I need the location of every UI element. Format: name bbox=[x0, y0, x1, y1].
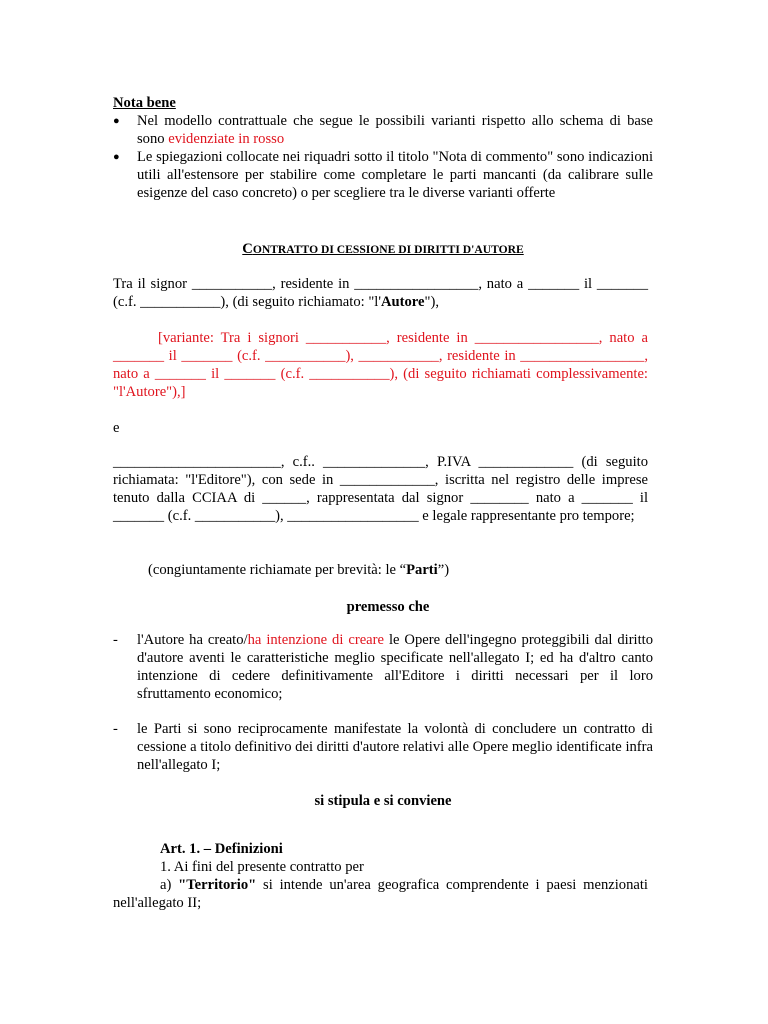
bullet-icon: ● bbox=[113, 151, 120, 163]
conjunction-e: e bbox=[113, 420, 120, 436]
premessa-item-2: - le Parti si sono reciprocamente manifestate la volontà di concludere un contratto di cessione a titolo definitivo dei diritti d'autore relativi alle Opere meglio identificate infra nell'allegato I; bbox=[113, 721, 653, 773]
nota-bene-bullet-1: ● Nel modello contrattuale che segue le possibili varianti rispetto allo schema di base sono evidenziate in rosso bbox=[113, 113, 653, 147]
stipula-heading: si stipula e si conviene bbox=[314, 793, 452, 809]
premesso-heading: premesso che bbox=[346, 599, 430, 615]
nota-bene-bullet-2: ● Le spiegazioni collocate nei riquadri sotto il titolo "Nota di commento" sono indicazioni utili all'estensore per stabilire come completare le parti mancanti (da calibrare sulle esigenze del caso concreto) o per scegliere tra le diverse varianti offerte bbox=[113, 149, 653, 201]
parti-paragraph: (congiuntamente richiamate per brevità: le “Parti”) bbox=[148, 562, 450, 578]
dash-marker: - bbox=[113, 632, 118, 648]
variante-paragraph: [variante: Tra i signori ___________, residente in _________________, nato a _______ il _______ (c.f. ___________), ___________, residente in _________________, nato a _______ il _______ (c.f. ___________), (di seguito richiamati complessivamente: "l'Autore"),] bbox=[113, 330, 648, 400]
dash-marker: - bbox=[113, 721, 118, 737]
art1-definition-a: a) "Territorio" si intende un'area geografica comprendente i paesi menzionati nell'allegato II; bbox=[113, 877, 648, 911]
nota-bene-section bbox=[113, 94, 653, 202]
contract-heading: CONTRATTO DI CESSIONE DI DIRITTI D'AUTORE bbox=[242, 241, 524, 257]
art1-paragraph-1: 1. Ai fini del presente contratto per bbox=[160, 859, 364, 875]
nota-bene-title: Nota bene bbox=[113, 95, 176, 111]
editore-paragraph: _______________________, c.f.. ______________, P.IVA _____________ (di seguito richiamata: "l'Editore"), con sede in _____________, iscritta nel registro delle imprese tenuto dalla CCIAA di ______, rappresentata dal signor ________ nato a _______ il _______ (c.f. ___________), __________________ e legale rappresentante pro tempore; bbox=[113, 454, 648, 524]
bullet-icon: ● bbox=[113, 115, 120, 127]
premessa-item-1: - l'Autore ha creato/ha intenzione di creare le Opere dell'ingegno proteggibili dal diritto d'autore aventi le caratteristiche meglio specificate nell'allegato I; ed ha d'altro canto intenzione di cedere definitivamente all'Editore i diritti necessari per il loro sfruttamento economico; bbox=[113, 632, 654, 702]
art1-title: Art. 1. – Definizioni bbox=[160, 841, 283, 857]
autore-paragraph: Tra il signor ___________, residente in _________________, nato a _______ il _______ (c.f. ___________), (di seguito richiamato: "l'Autore"), bbox=[113, 276, 648, 310]
